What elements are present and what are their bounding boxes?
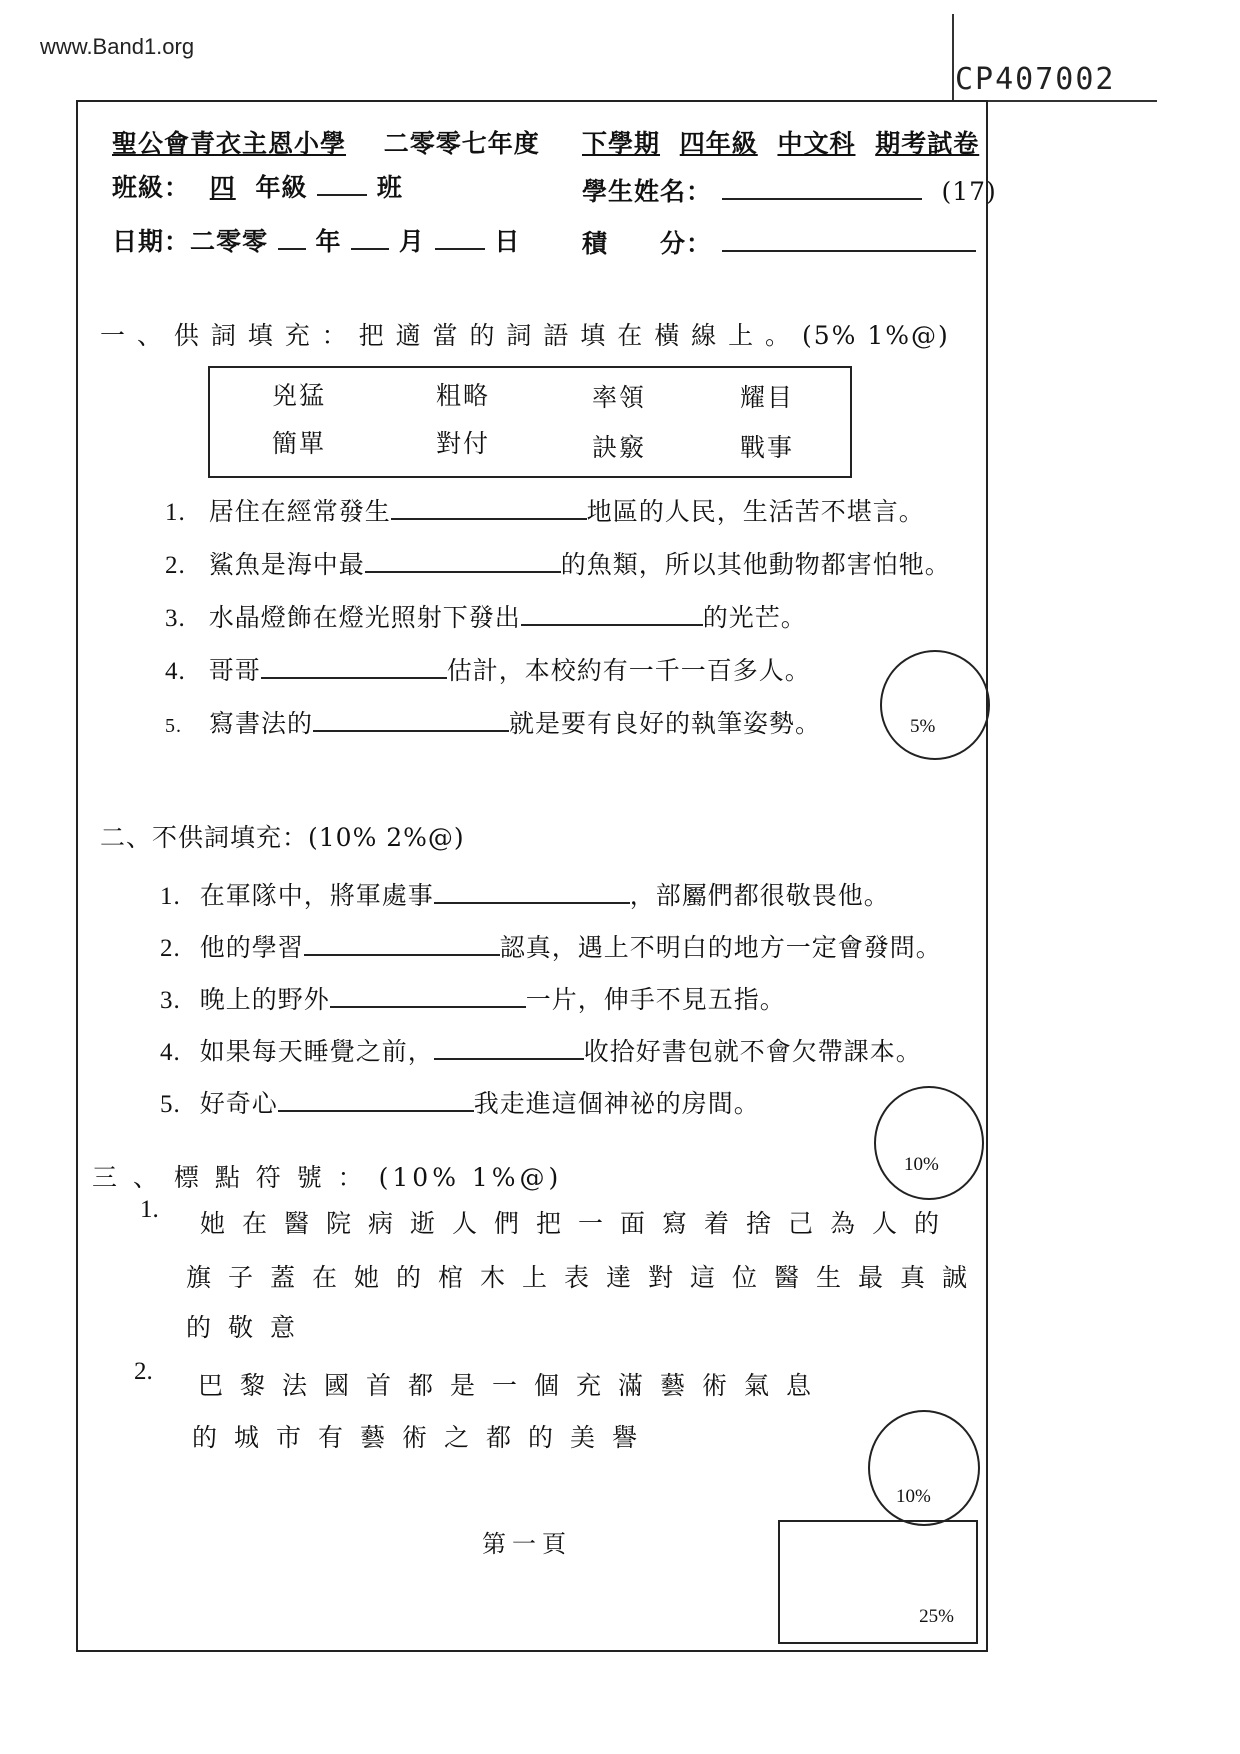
date-day-word: 日 xyxy=(494,227,521,256)
section2-question: 5. 好奇心 我走進這個神祕的房間。 xyxy=(160,1089,760,1118)
date-day-blank[interactable] xyxy=(435,226,485,250)
school-name: 聖公會青衣主恩小學 xyxy=(112,129,347,158)
section3-q1-line: 的敬意 xyxy=(186,1313,313,1342)
answer-blank[interactable] xyxy=(261,655,447,679)
word-bank-item: 耀目 xyxy=(740,383,795,412)
total-mark: 25% xyxy=(919,1606,954,1627)
site-watermark: www.Band1.org xyxy=(40,34,195,59)
section2-question: 2. 他的學習 認真，遇上不明白的地方一定會發問。 xyxy=(160,933,942,962)
word-bank-item: 戰事 xyxy=(740,433,795,462)
subject: 中文科 xyxy=(777,129,856,158)
answer-blank[interactable] xyxy=(365,549,561,573)
section3-mark-circle xyxy=(868,1410,980,1526)
total-score-box xyxy=(778,1520,978,1644)
section3-mark: 10% xyxy=(896,1486,931,1507)
answer-blank[interactable] xyxy=(278,1088,474,1112)
word-bank-item: 粗略 xyxy=(436,381,491,410)
student-label: 學生姓名： xyxy=(582,177,713,206)
student-name-blank[interactable] xyxy=(722,176,922,200)
student-number: (17) xyxy=(941,177,997,206)
header-line-1-right xyxy=(582,124,979,160)
date-line xyxy=(112,222,520,258)
word-bank-item: 簡單 xyxy=(272,429,327,458)
section3-q1-line: 她在醫院病逝人們把一面寫着捨己為人的 xyxy=(200,1209,957,1238)
section2-mark-circle xyxy=(874,1086,984,1200)
section1-question: 3. 水晶燈飾在燈光照射下發出 的光芒。 xyxy=(165,603,807,632)
page-number: 第一頁 xyxy=(482,1530,572,1558)
section2-question: 1. 在軍隊中，將軍處事 ，部屬們都很敬畏他。 xyxy=(160,881,890,910)
word-bank-item: 兇猛 xyxy=(272,381,327,410)
section1-mark: 5% xyxy=(910,716,936,737)
answer-blank[interactable] xyxy=(521,602,703,626)
answer-blank[interactable] xyxy=(434,1036,584,1060)
word-bank-item: 訣竅 xyxy=(592,433,647,462)
class-blank[interactable] xyxy=(317,172,367,196)
date-month-word: 月 xyxy=(398,227,425,256)
date-month-blank[interactable] xyxy=(351,226,389,250)
term: 下學期 xyxy=(582,129,661,158)
section2-question: 3. 晚上的野外 一片，伸手不見五指。 xyxy=(160,985,786,1014)
class-line xyxy=(112,168,403,204)
class-label: 班級： xyxy=(112,173,191,202)
answer-blank[interactable] xyxy=(304,932,500,956)
score-blank[interactable] xyxy=(722,228,976,252)
section3-q2-line: 巴黎法國首都是一個充滿藝術氣息 xyxy=(198,1371,829,1400)
document-code: CP407002 xyxy=(955,62,1116,97)
word-bank-item: 率領 xyxy=(592,383,647,412)
date-year-blank[interactable] xyxy=(278,226,306,250)
grade-word: 年級 xyxy=(255,173,308,202)
score-label: 積 分： xyxy=(582,229,713,258)
code-rule-vertical xyxy=(952,14,954,102)
class-value: 四 xyxy=(209,173,236,202)
exam-type: 期考試卷 xyxy=(875,129,980,158)
section2-title: 二、不供詞填充：(10% 2%@) xyxy=(100,823,465,852)
answer-blank[interactable] xyxy=(434,880,630,904)
class-word: 班 xyxy=(376,173,403,202)
section1-question: 5. 寫書法的 就是要有良好的執筆姿勢。 xyxy=(165,709,821,738)
date-year-word: 年 xyxy=(315,227,342,256)
section1-question: 1. 居住在經常發生 地區的人民，生活苦不堪言。 xyxy=(165,497,925,526)
section3-q2-line: 的城市有藝術之都的美譽 xyxy=(192,1423,655,1452)
date-label: 日期：二零零 xyxy=(112,227,269,256)
answer-blank[interactable] xyxy=(313,708,509,732)
grade: 四年級 xyxy=(679,129,758,158)
section1-question: 2. 鯊魚是海中最 的魚類，所以其他動物都害怕牠。 xyxy=(165,550,951,579)
student-line xyxy=(582,172,997,208)
section2-question: 4. 如果每天睡覺之前， 收拾好書包就不會欠帶課本。 xyxy=(160,1037,922,1066)
section2-mark: 10% xyxy=(904,1154,939,1175)
score-line xyxy=(582,224,976,260)
section3-q1-number: 1. xyxy=(140,1196,159,1223)
word-bank xyxy=(208,366,852,478)
header-line-1 xyxy=(112,124,540,160)
section1-question: 4. 哥哥 估計，本校約有一千一百多人。 xyxy=(165,656,811,685)
section1-mark-circle xyxy=(880,650,990,760)
section3-q2-number: 2. xyxy=(134,1358,153,1385)
answer-blank[interactable] xyxy=(330,984,526,1008)
word-bank-item: 對付 xyxy=(436,429,491,458)
answer-blank[interactable] xyxy=(391,496,587,520)
section3-title: 三 、 標 點 符 號 ： (10% 1%@) xyxy=(92,1163,563,1192)
section3-q1-line: 旗子蓋在她的棺木上表達對這位醫生最真誠 xyxy=(186,1263,985,1292)
school-year: 二零零七年度 xyxy=(383,129,540,158)
section1-title: 一 、 供 詞 填 充 ： 把 適 當 的 詞 語 填 在 橫 線 上 。 (5% 1%@) xyxy=(100,321,950,350)
